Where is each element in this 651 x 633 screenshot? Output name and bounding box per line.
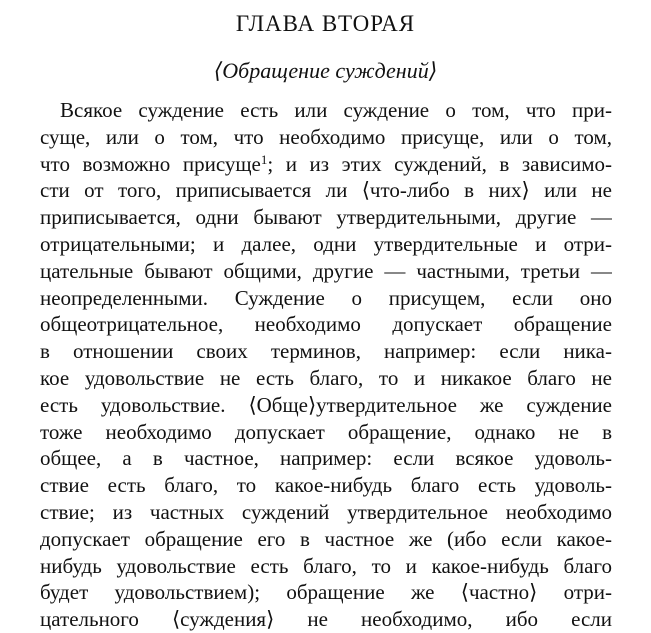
text-fragment: ; и из этих суждений, в зависимо-: [267, 151, 612, 176]
text-line: будет удовольствием); обращение же ⟨частно⟩ отри-: [40, 580, 612, 605]
footnote-marker[interactable]: 1: [260, 151, 268, 167]
text-line: допускает обращение его в частное же (ибо если какое-: [40, 526, 612, 551]
text-line: ствие есть благо, то какое-нибудь благо есть удоволь-: [40, 473, 612, 498]
text-line: цательного ⟨суждения⟩ не необходимо, ибо если: [40, 607, 612, 632]
text-fragment: что возможно присуще: [40, 151, 261, 176]
text-line: Всякое суждение есть или суждение о том, что при-: [60, 98, 612, 122]
text-line: сти от того, приписывается ли ⟨что-либо в них⟩ или не: [40, 178, 612, 203]
text-line: суще, или о том, что необходимо присуще, или о том,: [40, 124, 612, 149]
text-line: цательные бывают общими, другие — частными, третьи —: [40, 258, 612, 283]
text-line: ствие; из частных суждений утвердительное необходимо: [40, 499, 612, 524]
text-line: кое удовольствие не есть благо, то и никакое благо не: [40, 365, 612, 390]
chapter-title: ГЛАВА ВТОРАЯ: [235, 11, 416, 36]
section-title: ⟨Обращение суждений⟩: [213, 58, 438, 83]
text-line: приписывается, одни бывают утвердительными, другие —: [40, 205, 612, 230]
text-line: неопределенными. Суждение о присущем, если оно: [40, 285, 612, 310]
text-line: нибудь удовольствие есть благо, то и какое-нибудь благо: [40, 553, 612, 578]
paragraph: [40, 97, 612, 633]
text-line: есть удовольствие. ⟨Обще⟩утвердительное же суждение: [40, 392, 612, 417]
text-line: в отношении своих терминов, например: если ника-: [40, 339, 612, 364]
text-line: отрицательными; и далее, одни утвердительные и отри-: [40, 231, 612, 256]
text-line: общеотрицательное, необходимо допускает обращение: [40, 312, 612, 337]
text-line: тоже необходимо допускает обращение, однако не в: [40, 419, 612, 444]
text-line: общее, а в частное, например: если всякое удоволь-: [40, 446, 612, 471]
text-line: [40, 151, 612, 178]
